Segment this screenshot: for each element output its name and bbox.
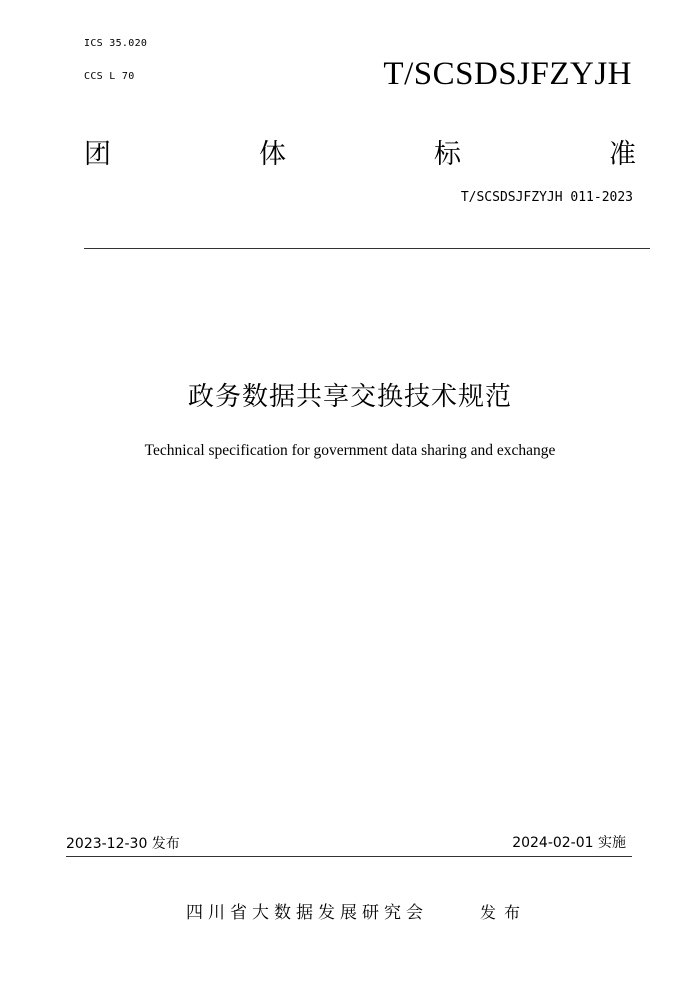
standard-type-char: 准 xyxy=(609,139,636,170)
standard-type-char: 标 xyxy=(434,139,461,170)
standard-type xyxy=(84,137,636,173)
standard-number: T/SCSDSJFZYJH 011-2023 xyxy=(460,190,633,205)
header-divider xyxy=(84,248,650,249)
standard-type-char: 体 xyxy=(259,139,286,170)
document-title-en: Technical specification for government data sharing and exchange xyxy=(144,442,556,459)
issuing-organization: 四川省大数据发展研究会 xyxy=(186,903,428,923)
standard-type-char: 团 xyxy=(84,139,111,170)
implementation-date: 2024-02-01 实施 xyxy=(512,835,626,851)
document-title-cn: 政务数据共享交换技术规范 xyxy=(187,382,512,412)
ccs-code: CCS L 70 xyxy=(84,71,135,82)
footer-divider xyxy=(66,856,632,857)
standard-code: T/SCSDSJFZYJH xyxy=(383,56,632,92)
issue-date: 2023-12-30 发布 xyxy=(66,836,180,852)
ics-code: ICS 35.020 xyxy=(84,38,148,49)
issue-label: 发布 xyxy=(480,903,529,922)
